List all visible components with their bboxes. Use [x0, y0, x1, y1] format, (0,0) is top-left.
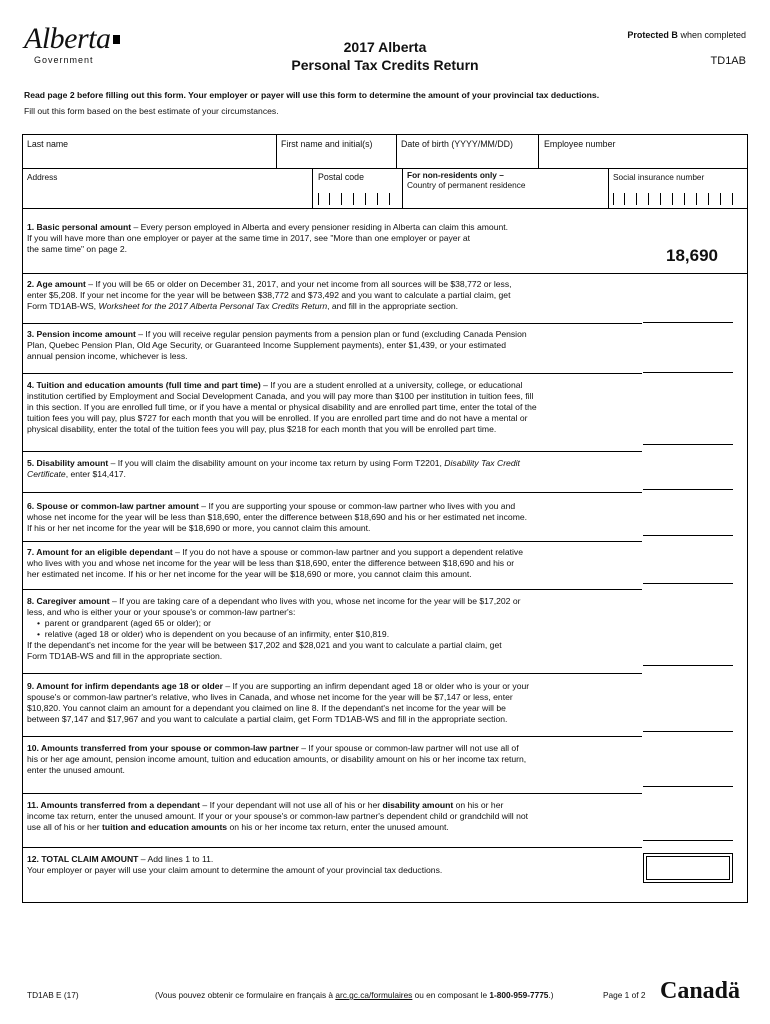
protected-bold: Protected B — [627, 30, 678, 40]
digit-box[interactable] — [649, 193, 661, 205]
postal-code-field[interactable]: Postal code — [318, 172, 364, 182]
divider — [402, 168, 403, 208]
disability-amount-input[interactable] — [643, 489, 733, 490]
tuition-amount-input[interactable] — [643, 444, 733, 445]
section-text: who lives with you and whose net income for the year will be less than $18,690, enter the difference between $18,690 and his or — [27, 558, 515, 568]
digit-box[interactable] — [709, 193, 721, 205]
section-text: Your employer or payer will use your claim amount to determine the amount of your provincial tax deductions. — [27, 865, 443, 875]
form-id: TD1AB E (17) — [27, 990, 79, 1000]
form-code: TD1AB — [710, 55, 746, 67]
basic-personal-amount: 18,690 — [666, 246, 718, 265]
divider — [396, 134, 397, 168]
age-amount-input[interactable] — [643, 322, 733, 323]
divider — [22, 736, 642, 737]
divider — [22, 847, 642, 848]
address-field[interactable]: Address — [27, 172, 58, 182]
intro-line1: Read page 2 before filling out this form. Your employer or payer will use this form to determine the amount of your provincial tax deductions. — [24, 90, 600, 100]
page-number: Page 1 of 2 — [603, 990, 646, 1000]
digit-box[interactable] — [721, 193, 733, 205]
divider — [22, 168, 748, 169]
bullet-text: parent or grandparent (aged 65 or older); or — [44, 618, 212, 628]
divider — [608, 168, 609, 208]
section-10-title: 10. Amounts transferred from your spouse or common-law partner — [27, 743, 299, 753]
section-text: use all of his or her — [27, 822, 102, 832]
section-text: – If your dependant will not use all of his or her — [200, 800, 383, 810]
section-text: – If you are supporting your spouse or common-law partner who lives with you and — [198, 501, 516, 511]
digit-box[interactable] — [637, 193, 649, 205]
list-item: • parent or grandparent (aged 65 or older); or — [37, 618, 212, 628]
spouse-transfer-input[interactable] — [643, 786, 733, 787]
section-11 — [27, 800, 627, 833]
section-text: – Every person employed in Alberta and every pensioner residing in Alberta can claim this amount. — [131, 222, 509, 232]
title-line2: Personal Tax Credits Return — [291, 57, 479, 73]
char-box[interactable] — [318, 193, 330, 205]
section-text: – Add lines 1 to 11. — [138, 854, 214, 864]
divider — [22, 208, 748, 209]
infirm-dependant-input[interactable] — [643, 731, 733, 732]
section-text: If his or her net income for the year will be $18,690 or more, you cannot claim this amount. — [27, 523, 371, 533]
title-line1: 2017 Alberta — [343, 39, 427, 55]
divider — [22, 323, 642, 324]
section-4 — [27, 380, 627, 435]
canada-text: Canadä — [660, 978, 741, 1004]
section-6 — [27, 501, 627, 534]
section-1-title: 1. Basic personal amount — [27, 222, 132, 232]
section-bold: disability amount — [382, 800, 454, 810]
section-text: on his or her income tax return, enter the unused amount. — [227, 822, 449, 832]
section-text: enter the unused amount. — [27, 765, 125, 775]
spouse-amount-input[interactable] — [643, 535, 733, 536]
form-title — [250, 38, 520, 74]
logo-subtitle: Government — [34, 55, 94, 65]
section-12 — [27, 854, 627, 876]
char-box[interactable] — [366, 193, 378, 205]
section-text: less, and who is either your or your spouse's or common-law partner's: — [27, 607, 296, 617]
digit-box[interactable] — [673, 193, 685, 205]
section-text: – If you are a student enrolled at a university, college, or educational — [260, 380, 523, 390]
flag-icon — [113, 35, 120, 44]
section-12-title: 12. TOTAL CLAIM AMOUNT — [27, 854, 139, 864]
bullet-text: relative (aged 18 or older) who is dependent on you because of an infirmity, enter $10,819. — [44, 629, 390, 639]
list-item: • relative (aged 18 or older) who is dependent on you because of an infirmity, enter $10,819. — [37, 629, 390, 639]
digit-box[interactable] — [697, 193, 709, 205]
section-text: the same time" on page 2. — [27, 244, 128, 254]
non-residents-field[interactable] — [407, 170, 526, 190]
total-claim-amount-input[interactable] — [643, 853, 733, 883]
section-text: Plan, Quebec Pension Plan, Old Age Security, or Guaranteed Income Supplement payments), enter $1,439, or your estimated — [27, 340, 506, 350]
section-text: Form TD1AB-WS, — [27, 301, 99, 311]
section-9 — [27, 681, 627, 725]
divider — [276, 134, 277, 168]
divider — [312, 168, 313, 208]
char-box[interactable] — [330, 193, 342, 205]
section-5-title: 5. Disability amount — [27, 458, 109, 468]
section-6-title: 6. Spouse or common-law partner amount — [27, 501, 199, 511]
french-note — [155, 990, 554, 1000]
section-text: in this section. If you are enrolled full time, or if you have a mental or physical disability and are enrolled part time, enter the total of the — [27, 402, 537, 412]
last-name-field[interactable]: Last name — [27, 139, 69, 149]
char-box[interactable] — [378, 193, 390, 205]
section-text: her estimated net income. If his or her net income for the year will be $18,690 or more, you cannot claim this amount. — [27, 569, 472, 579]
divider — [22, 673, 642, 674]
protected-rest: when completed — [680, 30, 746, 40]
divider — [538, 134, 539, 168]
total-claim-inner-box — [646, 856, 730, 880]
section-text: income tax return, enter the unused amount. If your or your spouse's or common-law partner's dependent child or grandchild will not — [27, 811, 529, 821]
footer-text: .) — [548, 990, 554, 1000]
footer-text: (Vous pouvez obtenir ce formulaire en français à — [155, 990, 336, 1000]
sin-field[interactable]: Social insurance number — [613, 172, 705, 182]
non-residents-label: For non-residents only – — [407, 170, 504, 180]
section-7-title: 7. Amount for an eligible dependant — [27, 547, 173, 557]
divider — [22, 273, 748, 274]
section-2-title: 2. Age amount — [27, 279, 86, 289]
first-name-field[interactable]: First name and initial(s) — [281, 139, 373, 149]
postal-code-boxes[interactable] — [318, 193, 390, 205]
protected-label — [627, 30, 746, 40]
phone-number: 1-800-959-7775 — [489, 990, 549, 1000]
french-link[interactable]: arc.gc.ca/formulaires — [335, 990, 413, 1000]
section-text: physical disability, enter the total of the tuition fees you will pay, plus $218 for each month that you will be enrolled part time. — [27, 424, 497, 434]
section-text: on his or her — [453, 800, 504, 810]
section-text: spouse's or common-law partner's relative, who lives in Canada, and whose net income for the year will be $7,147 or less, enter — [27, 692, 513, 702]
divider — [22, 451, 642, 452]
form-title-italic: Certificate — [27, 469, 66, 479]
section-text: , and fill in the appropriate section. — [327, 301, 459, 311]
section-10 — [27, 743, 627, 776]
section-11-title: 11. Amounts transferred from a dependant — [27, 800, 201, 810]
caregiver-amount-input[interactable] — [643, 665, 733, 666]
section-text: – If you will receive regular pension payments from a pension plan or fund (excluding Canada Pension — [135, 329, 527, 339]
form-title-italic: Disability Tax Credit — [444, 458, 520, 468]
country-label: Country of permanent residence — [407, 180, 526, 190]
section-5 — [27, 458, 627, 480]
digit-box[interactable] — [613, 193, 625, 205]
sin-boxes[interactable] — [613, 193, 733, 205]
section-7 — [27, 547, 627, 580]
section-text: If the dependant's net income for the year will be between $17,202 and $28,021 and you want to calculate a partial claim, get — [27, 640, 502, 650]
section-text: , enter $14,417. — [65, 469, 126, 479]
eligible-dependant-input[interactable] — [643, 583, 733, 584]
divider — [22, 373, 642, 374]
section-text: – If you will claim the disability amount on your income tax return by using Form T2201, — [108, 458, 445, 468]
section-3 — [27, 329, 627, 362]
section-text: If you will have more than one employer or payer at the same time in 2017, see "More than one employer or payer at — [27, 233, 470, 243]
alberta-logo — [24, 22, 120, 56]
dependant-transfer-input[interactable] — [643, 840, 733, 841]
section-4-title: 4. Tuition and education amounts (full time and part time) — [27, 380, 261, 390]
divider — [22, 589, 642, 590]
section-text: enter $5,208. If your net income for the year will be between $38,772 and $73,492 and you want to calculate a partial claim, get — [27, 290, 511, 300]
digit-box[interactable] — [625, 193, 637, 205]
section-text: – If you do not have a spouse or common-law partner and you support a dependent relative — [172, 547, 523, 557]
section-text: his or her age amount, pension income amount, tuition and education amounts, or disability amount on his or her income tax return, — [27, 754, 527, 764]
canada-wordmark — [660, 978, 740, 1005]
section-9-title: 9. Amount for infirm dependants age 18 or older — [27, 681, 223, 691]
section-text: Form TD1AB-WS and fill in the appropriate section. — [27, 651, 223, 661]
logo-text: Alberta — [24, 22, 111, 55]
section-2 — [27, 279, 627, 312]
section-text: annual pension income, whichever is less. — [27, 351, 188, 361]
pension-amount-input[interactable] — [643, 372, 733, 373]
intro-line2: Fill out this form based on the best estimate of your circumstances. — [24, 106, 279, 116]
section-text: – If you will be 65 or older on December 31, 2017, and your net income from all sources will be $38,772 or less, — [85, 279, 512, 289]
footer-text: ou en composant le — [412, 990, 490, 1000]
divider — [22, 793, 642, 794]
section-text: – If you are taking care of a dependant who lives with you, whose net income for the year will be $17,202 or — [109, 596, 521, 606]
section-bold: tuition and education amounts — [102, 822, 228, 832]
section-8 — [27, 596, 627, 662]
digit-box[interactable] — [661, 193, 673, 205]
digit-box[interactable] — [685, 193, 697, 205]
section-text: – If your spouse or common-law partner will not use all of — [298, 743, 519, 753]
section-text: tuition fees you will pay, plus $727 for each month that you will be enrolled. If you are enrolled part time and do not have a mental or — [27, 413, 528, 423]
dob-field[interactable]: Date of birth (YYYY/MM/DD) — [401, 139, 513, 149]
worksheet-title: Worksheet for the 2017 Alberta Personal Tax Credits Return — [98, 301, 328, 311]
section-3-title: 3. Pension income amount — [27, 329, 136, 339]
section-8-title: 8. Caregiver amount — [27, 596, 110, 606]
section-text: whose net income for the year will be less than $18,690, enter the difference between $18,690 and his or her estimated net income. — [27, 512, 528, 522]
section-text: – If you are supporting an infirm dependant aged 18 or older who is your or your — [222, 681, 530, 691]
section-text: between $7,147 and $17,967 and you want to calculate a partial claim, get Form TD1AB-WS and fill in the appropriate section. — [27, 714, 508, 724]
section-text: institution certified by Employment and Social Development Canada, and you will pay more than $100 per institution in tuition fees, fill — [27, 391, 534, 401]
divider — [22, 492, 642, 493]
char-box[interactable] — [342, 193, 354, 205]
divider — [22, 541, 642, 542]
section-text: $10,820. You cannot claim an amount for a dependant you claimed on line 8. If the dependant's net income for the year will be — [27, 703, 506, 713]
employee-number-field[interactable]: Employee number — [544, 139, 616, 149]
section-1 — [27, 222, 627, 255]
char-box[interactable] — [354, 193, 366, 205]
